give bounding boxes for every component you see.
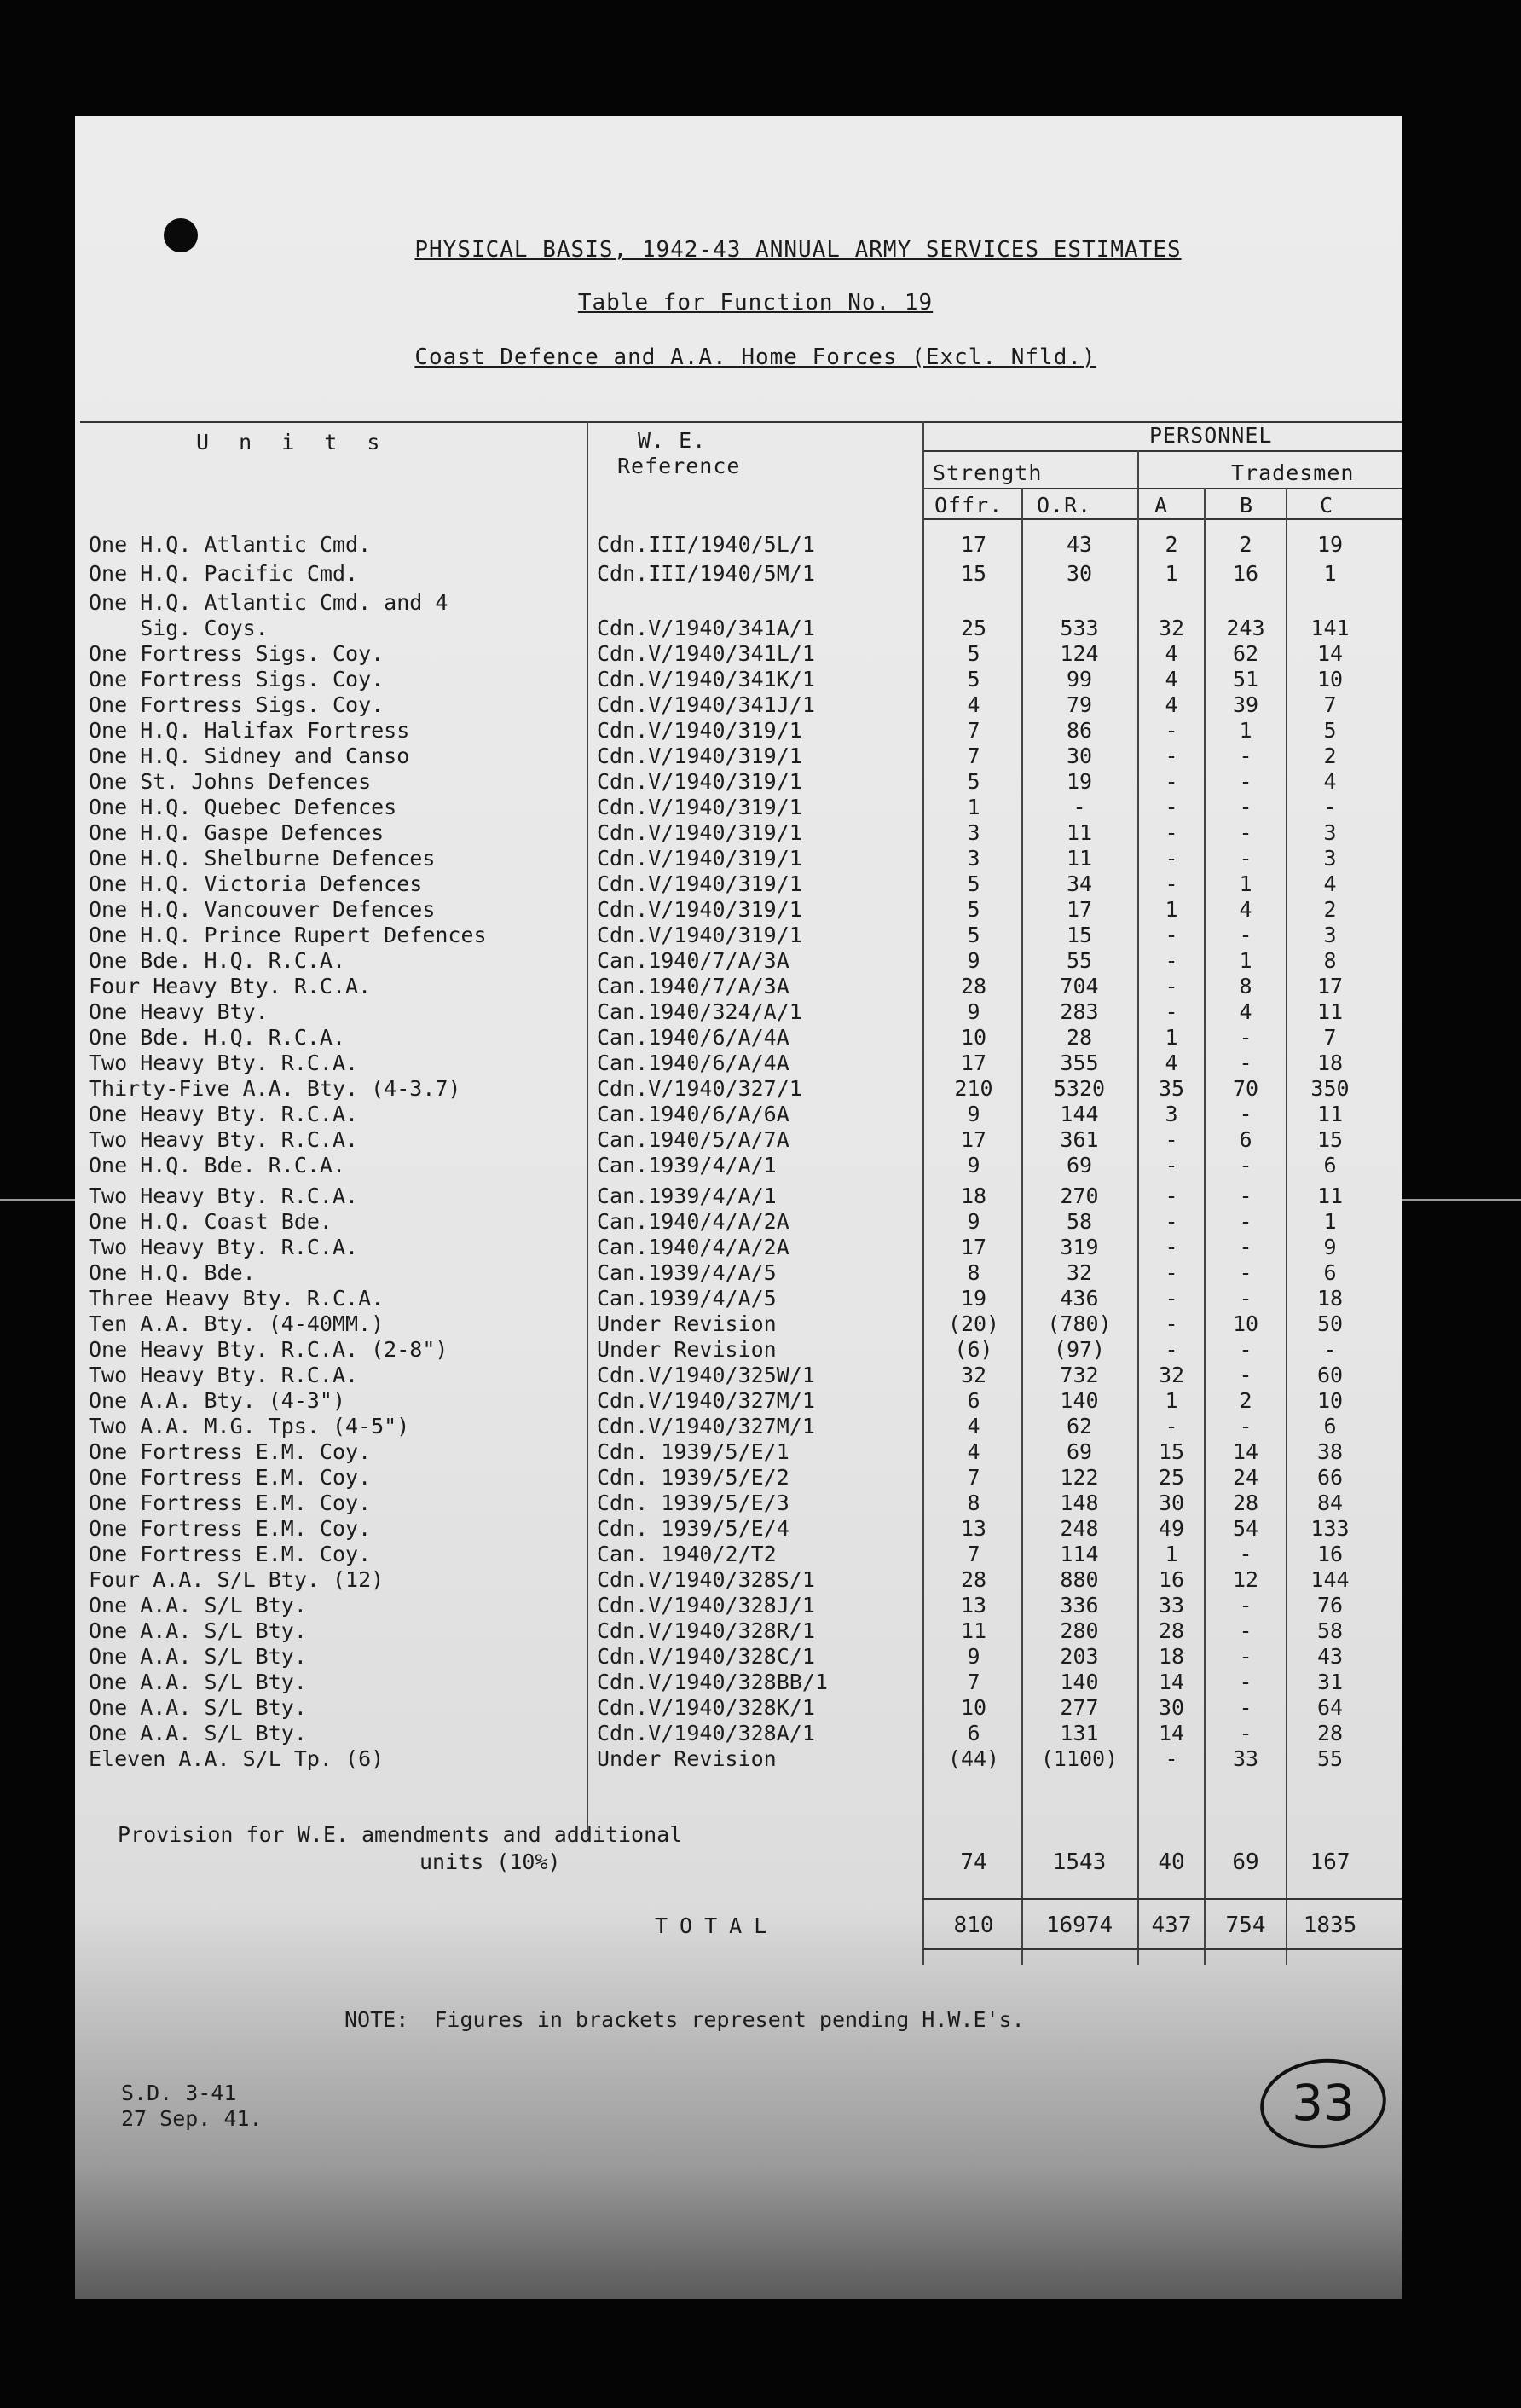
- table-row: One Heavy Bty. R.C.A. Can.1940/6/A/6A 9 144 3 - 11: [89, 1102, 1344, 1126]
- provision-row: [75, 1849, 1402, 1876]
- table-row: One A.A. S/L Bty. Cdn.V/1940/328J/1 13 336 33 - 76: [89, 1593, 1344, 1618]
- table-row: One H.Q. Victoria Defences Cdn.V/1940/319/1 5 34 - 1 4: [89, 871, 1337, 896]
- total-b: 754: [1225, 1913, 1266, 1938]
- table-row: Four A.A. S/L Bty. (12) Cdn.V/1940/328S/1 28 880 16 12 144: [89, 1567, 1350, 1592]
- header-or: O.R.: [1037, 493, 1092, 518]
- table-row: One A.A. S/L Bty. Cdn.V/1940/328A/1 6 131 14 - 28: [89, 1721, 1344, 1745]
- table-row: One A.A. Bty. (4-3") Cdn.V/1940/327M/1 6 140 1 2 10: [89, 1388, 1344, 1413]
- header-a: A: [1154, 493, 1169, 518]
- provision-c: 167: [1310, 1849, 1350, 1875]
- table-row: Two Heavy Bty. R.C.A. Cdn.V/1940/325W/1 32 732 32 - 60: [89, 1363, 1344, 1387]
- header-personnel: PERSONNEL: [1149, 423, 1273, 448]
- table-row: Ten A.A. Bty. (4-40MM.) Under Revision (20) (780) - 10 50: [89, 1311, 1344, 1336]
- table-row: One H.Q. Halifax Fortress Cdn.V/1940/319/1 7 86 - 1 5: [89, 718, 1337, 743]
- document-title: PHYSICAL BASIS, 1942-43 ANNUAL ARMY SERVICES ESTIMATES: [414, 237, 1182, 263]
- header-units: U n i t s: [196, 430, 389, 454]
- document-caption: Coast Defence and A.A. Home Forces (Excl. Nfld.): [414, 344, 1096, 370]
- table-row: One A.A. S/L Bty. Cdn.V/1940/328BB/1 7 140 14 - 31: [89, 1670, 1344, 1694]
- table-row: Two Heavy Bty. R.C.A. Can.1940/5/A/7A 17 361 - 6 15: [89, 1127, 1344, 1152]
- table-row: Two A.A. M.G. Tps. (4-5") Cdn.V/1940/327M/1 4 62 - - 6: [89, 1414, 1337, 1438]
- total-row: [75, 1912, 1402, 1939]
- table-row: One Fortress Sigs. Coy. Cdn.V/1940/341J/1 4 79 4 39 7: [89, 692, 1337, 717]
- header-b: B: [1240, 493, 1254, 518]
- table-row: One H.Q. Shelburne Defences Cdn.V/1940/319/1 3 11 - - 3: [89, 846, 1337, 871]
- provision-b: 69: [1232, 1849, 1259, 1875]
- table-row: One Fortress E.M. Coy. Cdn. 1939/5/E/1 4 69 15 14 38: [89, 1439, 1344, 1464]
- document-subtitle: Table for Function No. 19: [577, 290, 934, 315]
- total-offr: 810: [953, 1913, 994, 1938]
- page-number: 33: [1292, 2074, 1355, 2132]
- table-row: One A.A. S/L Bty. Cdn.V/1940/328C/1 9 203 18 - 43: [89, 1644, 1344, 1669]
- header-subgroup-rule: [922, 488, 1402, 489]
- table-row: One Fortress E.M. Coy. Cdn. 1939/5/E/2 7 122 25 24 66: [89, 1465, 1344, 1490]
- header-tradesmen: Tradesmen: [1231, 460, 1355, 485]
- table-row: One H.Q. Atlantic Cmd. Cdn.III/1940/5L/1 17 43 2 2 19: [89, 532, 1344, 557]
- table-row: One Fortress Sigs. Coy. Cdn.V/1940/341L/1 5 124 4 62 14: [89, 641, 1344, 666]
- header-bottom-rule: [922, 518, 1402, 520]
- table-row: One Fortress E.M. Coy. Cdn. 1939/5/E/4 13 248 49 54 133: [89, 1516, 1350, 1541]
- provision-or: 1543: [1052, 1849, 1107, 1875]
- total-c: 1835: [1303, 1913, 1357, 1938]
- page-number-stamp: [1257, 2055, 1390, 2152]
- table-row: One H.Q. Bde. R.C.A. Can.1939/4/A/1 9 69 - - 6: [89, 1153, 1337, 1178]
- table-row: One H.Q. Prince Rupert Defences Cdn.V/1940/319/1 5 15 - - 3: [89, 923, 1337, 947]
- table-row: Four Heavy Bty. R.C.A. Can.1940/7/A/3A 28 704 - 8 17: [89, 974, 1344, 999]
- header-we-ref-1: W. E.: [638, 428, 707, 453]
- header-we-ref-2: Reference: [617, 454, 741, 478]
- header-offr: Offr.: [934, 493, 1003, 518]
- table-row: Eleven A.A. S/L Tp. (6) Under Revision (44) (1100) - 33 55: [89, 1746, 1344, 1771]
- header-strength: Strength: [933, 460, 1043, 485]
- provision-offr: 74: [960, 1849, 987, 1875]
- table-row: Two Heavy Bty. R.C.A. Can.1940/6/A/4A 17 355 4 - 18: [89, 1051, 1344, 1075]
- provision-label-line-2: units (10%): [419, 1849, 561, 1874]
- table-row: One Fortress Sigs. Coy. Cdn.V/1940/341K/1 5 99 4 51 10: [89, 667, 1344, 692]
- table-row: Sig. Coys. Cdn.V/1940/341A/1 25 533 32 243 141: [89, 616, 1350, 640]
- total-label: TOTAL: [655, 1913, 779, 1938]
- table-row: One H.Q. Pacific Cmd. Cdn.III/1940/5M/1 15 30 1 16 1: [89, 561, 1337, 586]
- table-row: One H.Q. Bde. Can.1939/4/A/5 8 32 - - 6: [89, 1260, 1337, 1285]
- total-bottom-rule: [922, 1948, 1402, 1950]
- handwritten-circle-icon: [1257, 2055, 1390, 2152]
- table-row: Two Heavy Bty. R.C.A. Can.1940/4/A/2A 17 319 - - 9: [89, 1235, 1337, 1259]
- table-row: Thirty-Five A.A. Bty. (4-3.7) Cdn.V/1940/327/1 210 5320 35 70 350: [89, 1076, 1350, 1101]
- header-c: C: [1320, 493, 1334, 518]
- table-row: One H.Q. Atlantic Cmd. and 4: [89, 590, 448, 615]
- provision-label-line-1: Provision for W.E. amendments and additional: [118, 1822, 683, 1847]
- table-row: Three Heavy Bty. R.C.A. Can.1939/4/A/5 19 436 - - 18: [89, 1286, 1344, 1311]
- table-row: One A.A. S/L Bty. Cdn.V/1940/328R/1 11 280 28 - 58: [89, 1618, 1344, 1643]
- table-row: One A.A. S/L Bty. Cdn.V/1940/328K/1 10 277 30 - 64: [89, 1695, 1344, 1720]
- total-or: 16974: [1045, 1913, 1113, 1938]
- document-page: [75, 116, 1402, 2299]
- table-row: One Bde. H.Q. R.C.A. Can.1940/6/A/4A 10 28 1 - 7: [89, 1025, 1337, 1050]
- total-a: 437: [1151, 1913, 1192, 1938]
- table-row: One Fortress E.M. Coy. Cdn. 1939/5/E/3 8 148 30 28 84: [89, 1491, 1344, 1515]
- table-row: One Fortress E.M. Coy. Can. 1940/2/T2 7 114 1 - 16: [89, 1542, 1344, 1566]
- provision-a: 40: [1158, 1849, 1185, 1875]
- reference-date: 27 Sep. 41.: [121, 2106, 263, 2131]
- header-personnel-rule: [922, 450, 1402, 452]
- table-row: One Heavy Bty. R.C.A. (2-8") Under Revision (6) (97) - - -: [89, 1337, 1337, 1362]
- reference-code: S.D. 3-41: [121, 2081, 237, 2105]
- table-row: One Bde. H.Q. R.C.A. Can.1940/7/A/3A 9 55 - 1 8: [89, 948, 1337, 973]
- table-row: One H.Q. Vancouver Defences Cdn.V/1940/319/1 5 17 1 4 2: [89, 897, 1337, 922]
- table-row: One St. Johns Defences Cdn.V/1940/319/1 5 19 - - 4: [89, 769, 1337, 794]
- table-row: One H.Q. Gaspe Defences Cdn.V/1940/319/1 3 11 - - 3: [89, 820, 1337, 845]
- table-row: One H.Q. Quebec Defences Cdn.V/1940/319/1 1 - - - -: [89, 795, 1337, 819]
- table-row: One H.Q. Sidney and Canso Cdn.V/1940/319/1 7 30 - - 2: [89, 744, 1337, 768]
- table-row: One H.Q. Coast Bde. Can.1940/4/A/2A 9 58 - - 1: [89, 1209, 1337, 1234]
- table-row: One Heavy Bty. Can.1940/324/A/1 9 283 - 4 11: [89, 999, 1344, 1024]
- table-row: Two Heavy Bty. R.C.A. Can.1939/4/A/1 18 270 - - 11: [89, 1184, 1344, 1208]
- table-note: NOTE: Figures in brackets represent pending H.W.E's.: [344, 2007, 1025, 2032]
- total-top-rule: [922, 1898, 1402, 1900]
